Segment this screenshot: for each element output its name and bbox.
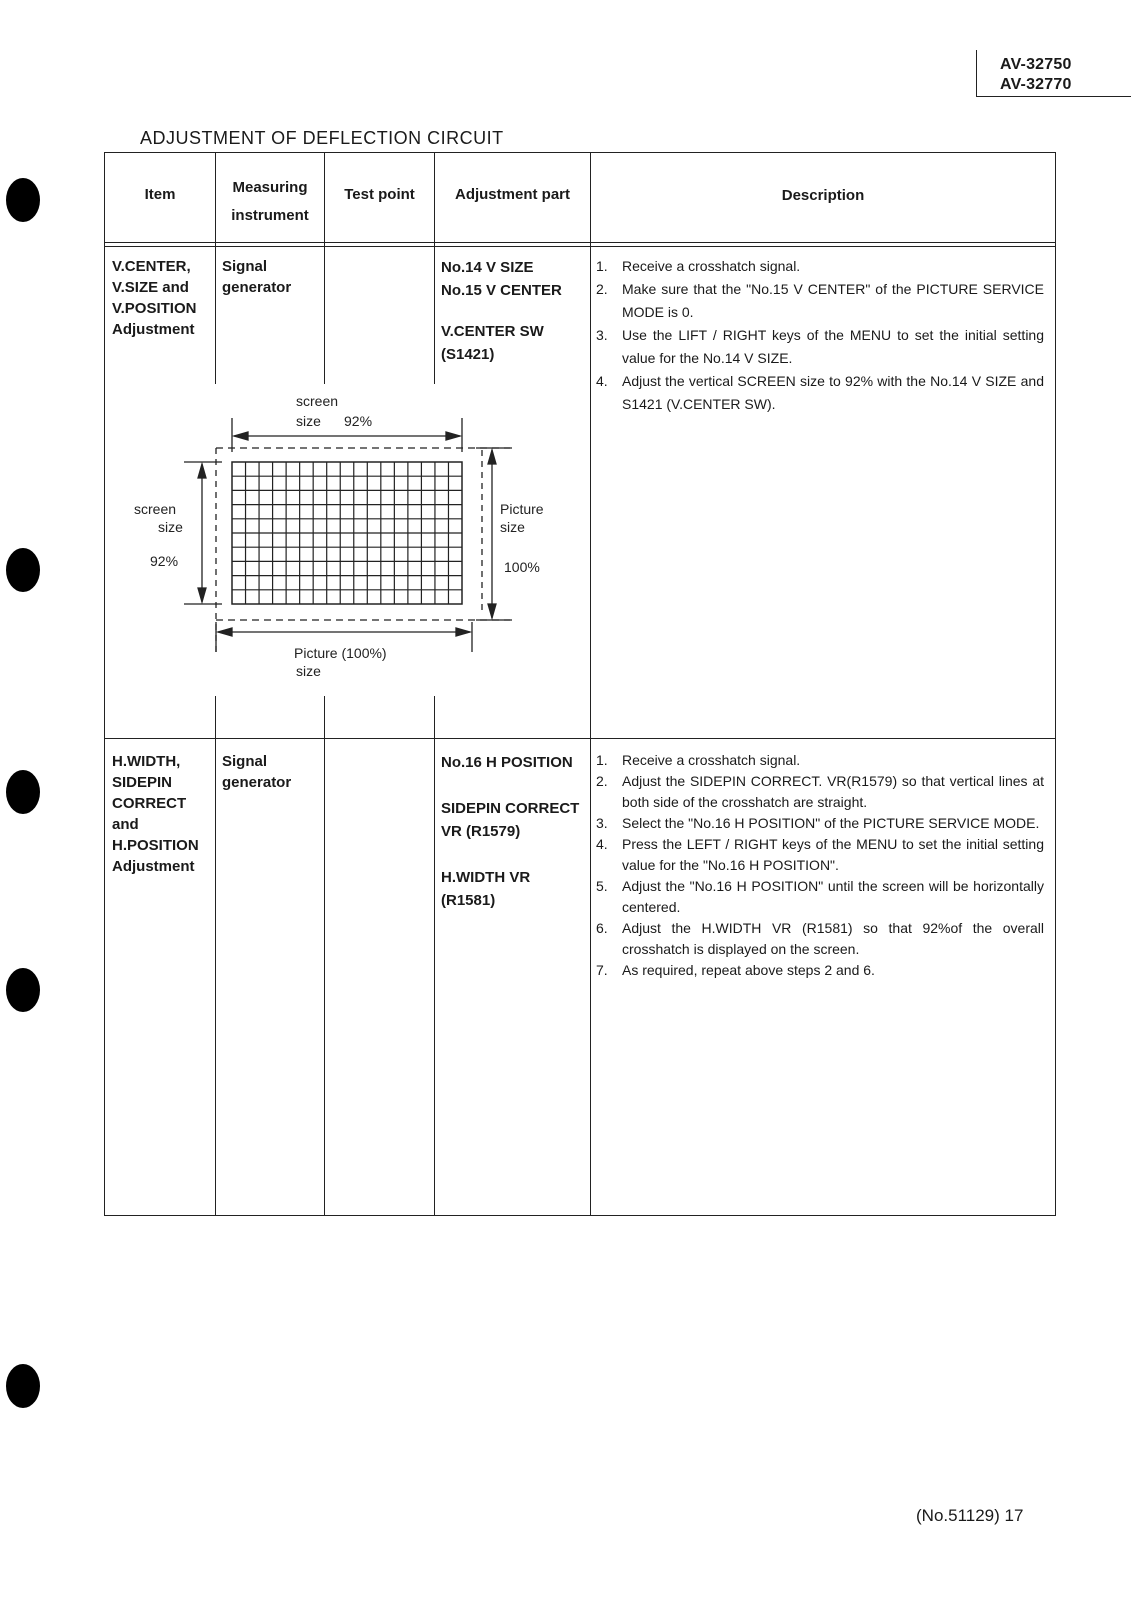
row1-item-line: V.CENTER, <box>112 258 191 275</box>
row1-instrument-line: Signal <box>222 258 268 275</box>
row2-step-4: 4. Press the LEFT / RIGHT keys of the MENU to set the initial setting value for the "No.16 H POSITION". <box>596 836 1044 873</box>
diagram-top-label-2: size <box>296 413 321 429</box>
row2-step-6: 6. Adjust the H.WIDTH VR (R1581) so that 92%of the overall crosshatch is displayed on the screen. <box>596 920 1044 957</box>
diagram-left-label: screen <box>134 501 177 517</box>
adjustment-part-v-size: No.14 V SIZE <box>441 259 534 276</box>
row1-step-4: 4. Adjust the vertical SCREEN size to 92% with the No.14 V SIZE and S1421 (V.CENTER SW). <box>596 373 1044 412</box>
page-number: (No.51129) 17 <box>916 1506 1024 1525</box>
punch-hole-2 <box>6 548 40 592</box>
row2-instrument-line: Signal <box>222 753 268 770</box>
header-description: Description <box>781 187 865 204</box>
adjustment-part-sidepin-correct: SIDEPIN CORRECT <box>441 800 580 817</box>
adjustment-part-r1581: (R1581) <box>441 892 496 909</box>
col-divider-3b <box>434 696 435 1216</box>
row2-item-line: H.WIDTH, <box>112 753 181 770</box>
row1-step-2: 2. Make sure that the "No.15 V CENTER" of the PICTURE SERVICE MODE is 0. <box>596 281 1044 320</box>
row2-step-2: 2. Adjust the SIDEPIN CORRECT. VR(R1579) so that vertical lines at both side of the crosshatch are straight. <box>596 773 1044 810</box>
row2-description <box>596 750 1044 981</box>
adjustment-part-h-position: No.16 H POSITION <box>441 754 573 771</box>
row2-step-7: 7. As required, repeat above steps 2 and 6. <box>596 962 875 978</box>
header-rule <box>104 242 1056 243</box>
diagram-bottom-label-2: size <box>296 663 321 679</box>
diagram-left-label-2: size <box>158 519 183 535</box>
row2-item-line: CORRECT <box>112 795 187 812</box>
row2-item-line: SIDEPIN <box>112 774 173 791</box>
row1-item <box>112 256 196 340</box>
row1-instrument-line: generator <box>222 279 292 296</box>
row2-item-line: and <box>112 816 139 833</box>
diagram-top-label: screen <box>296 393 339 409</box>
row1-item-line: Adjustment <box>112 321 195 338</box>
row2-step-5: 5. Adjust the "No.16 H POSITION" until the screen will be horizontally centered. <box>596 878 1044 915</box>
crosshatch-grid <box>232 462 462 604</box>
row1-description <box>596 255 1044 416</box>
model-number-1: AV-32750 <box>1000 56 1072 73</box>
diagram-left-value: 92% <box>150 553 179 569</box>
row2-item <box>112 751 199 877</box>
diagram-right-value: 100% <box>504 559 540 575</box>
header-measuring-instrument <box>217 174 323 230</box>
diagram-right-label-2: size <box>500 519 525 535</box>
diagram-lines <box>184 418 512 652</box>
header-test-point: Test point <box>344 186 415 203</box>
row1-step-3: 3. Use the LIFT / RIGHT keys of the MENU to set the initial setting value for the No.14 V SIZE. <box>596 327 1044 366</box>
adjustment-part-s1421: (S1421) <box>441 346 495 363</box>
crosshatch-diagram <box>120 390 560 690</box>
col-divider-4 <box>590 152 591 1216</box>
model-number-2: AV-32770 <box>1000 76 1072 93</box>
row2-step-1: 1. Receive a crosshatch signal. <box>596 752 801 768</box>
adjustment-part-v-center: No.15 V CENTER <box>441 282 562 299</box>
row2-step-3: 3. Select the "No.16 H POSITION" of the PICTURE SERVICE MODE. <box>596 815 1040 831</box>
punch-hole-5 <box>6 1364 40 1408</box>
header-item: Item <box>144 186 176 203</box>
diagram-right-label: Picture <box>500 501 544 517</box>
diagram-bottom-label: Picture (100%) <box>294 645 387 661</box>
header-measuring-line2: instrument <box>231 207 309 224</box>
punch-hole-3 <box>6 770 40 814</box>
header-rule-2 <box>104 246 1056 247</box>
adjustment-part-h-width-vr: H.WIDTH VR <box>441 869 531 886</box>
page-title: ADJUSTMENT OF DEFLECTION CIRCUIT <box>140 128 504 148</box>
row2-item-line: Adjustment <box>112 858 195 875</box>
col-divider-2b <box>324 696 325 1216</box>
col-divider-1b <box>215 696 216 1216</box>
punch-hole-4 <box>6 968 40 1012</box>
header-measuring-line1: Measuring <box>232 179 308 196</box>
header-adjustment-part: Adjustment part <box>454 186 570 203</box>
row1-item-line: V.POSITION <box>112 300 197 317</box>
row2-item-line: H.POSITION <box>112 837 199 854</box>
row2-instrument <box>222 751 291 793</box>
diagram-top-value: 92% <box>344 413 373 429</box>
row2-adjustment-part <box>441 751 579 912</box>
row1-instrument <box>222 256 291 298</box>
adjustment-part-r1579: VR (R1579) <box>441 823 521 840</box>
row1-step-1: 1. Receive a crosshatch signal. <box>596 258 801 274</box>
row2-instrument-line: generator <box>222 774 292 791</box>
adjustment-part-v-center-sw: V.CENTER SW <box>441 323 544 340</box>
row1-adjustment-part <box>441 256 562 366</box>
row1-item-line: V.SIZE and <box>112 279 189 296</box>
punch-hole-1 <box>6 178 40 222</box>
row-separator <box>104 738 1056 739</box>
